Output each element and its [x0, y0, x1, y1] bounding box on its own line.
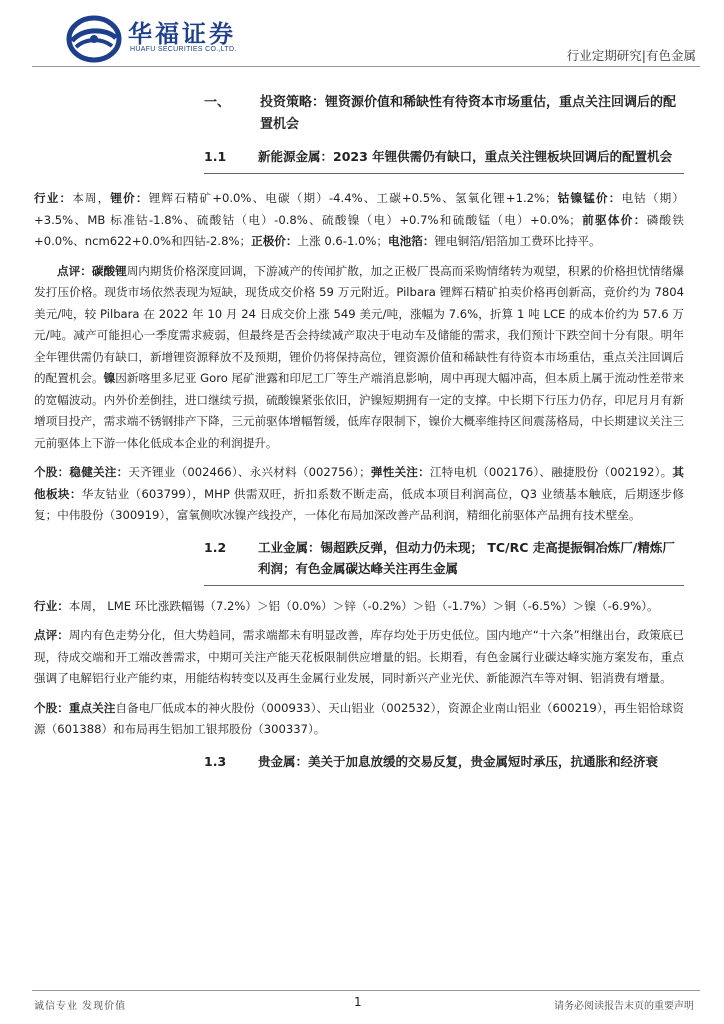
para-lead: 前驱体价： [580, 212, 647, 227]
footer-disclaimer: 请务必阅读报告末页的重要声明 [554, 1001, 694, 1012]
section-title: 投资策略：锂资源价值和稀缺性有待资本市场重估，重点关注回调后的配置机会 [260, 95, 677, 132]
para-lead: 行业： [34, 191, 73, 205]
para-lead: 点评： [57, 263, 92, 278]
para-lead: 碳酸锂 [91, 263, 127, 278]
section-number: 一、 [204, 95, 231, 110]
header-divider [32, 66, 700, 67]
para-lead: 弹性关注： [370, 465, 430, 479]
para-text: 华友钴业（603799），MHP 供需双旺，折扣系数不断走高，低成本项目利润高位，Q3 业绩基本触底，后期逐步修复；中伟股份（300919），富氧侧吹冰镍产线投产，一体化布局加深改善产品利润，精细化前驱体产品拥有技术壁垒。 [34, 486, 684, 522]
comment-paragraph [34, 261, 684, 455]
section-title: 贵金属：美关于加息放缓的交易反复，贵金属短时承压，抗通胀和经济衰 [258, 753, 659, 769]
para-text: 电钴（期）+3.5%、MB 标准钴-1.8%、硫酸钴（电）-0.8%、硫酸镍（电）+0.7%和硫酸锰（电）+0.0%； [34, 191, 684, 227]
para-text: 本周， LME 环比涨跌幅锡（7.2%）＞铝（0.0%）＞锌（-0.2%）＞铅（-1.7%）＞铜（-6.5%）＞镍（-6.9%）。 [68, 598, 659, 613]
para-text: 周内有色走势分化，但大势趋同，需求端都未有明显改善，库存均处于历史低位。国内地产“十六条”相继出台，政策底已现，待成交端和开工端改善需求，中期可关注产能天花板限制供应增量的铝。长期看，有色金属行业碳达峰实施方案发布，重点强调了电解铝行业产能约束，用能结构转变以及再生金属行业发展，同时新兴产业光伏、新能源汽车等对铜、铝消费有增量。 [34, 628, 684, 685]
para-text: 因新喀里多尼亚 Goro 尾矿泄露和印尼工厂等生产端消息影响，周中再现大幅冲高，但本质上属于流动性差带来的宽幅波动。内外价差倒挂，进口继续亏损，硫酸镍紧张依旧，沪镍短期拥有一定的支撑。中长期下行压力仍存，印尼月月有新增项目投产，需求端不锈钢排产下降，三元前驱体增幅暂缓，低库存限制下，镍价大概率维持区间震荡格局，中长期建议关注三元前驱体上下游一体化低成本企业的利润提升。 [34, 371, 684, 450]
footer-divider [32, 990, 700, 991]
para-lead: 点评： [34, 628, 69, 642]
section-1-2-heading [34, 537, 684, 579]
company-name-en: HUAFU SECURITIES CO.,LTD. [130, 46, 237, 53]
section-title: 工业金属：锡超跌反弹，但动力仍未现； TC/RC 走高提振铜冶炼厂/精炼厂利润；有色金属碳达峰关注再生金属 [258, 539, 675, 576]
company-name-cn: 华福证券 [128, 19, 236, 48]
huafu-logo-icon [66, 14, 122, 64]
para-text: 上涨 0.6-1.0%； [297, 234, 389, 248]
comment-paragraph [34, 625, 684, 690]
section-1-heading [34, 92, 684, 136]
footer-slogan: 诚信专业 发现价值 [34, 1001, 127, 1012]
section-number: 1.2 [204, 539, 227, 555]
para-lead: 个股： [34, 700, 69, 715]
page-number: 1 [354, 995, 362, 1009]
industry-paragraph [34, 188, 684, 253]
para-text: 天齐锂业（002466）、永兴材料（002756）； [128, 465, 371, 479]
para-lead: 稳健关注： [69, 465, 129, 479]
page-header [0, 0, 724, 70]
report-type: 行业定期研究|有色金属 [566, 48, 696, 63]
section-1-1-heading [34, 146, 684, 167]
para-lead: 钴镍锰价： [556, 191, 622, 205]
para-text: 自备电厂低成本的神火股份（000933）、天山铝业（002532），资源企业南山铝业（600219），再生铝恰球资源（601388）和布局再生铝加工银邦股份（300337）。 [34, 700, 684, 736]
section-title: 新能源金属：2023 年锂供需仍有缺口，重点关注锂板块回调后的配置机会 [258, 149, 673, 164]
para-lead: 行业： [34, 598, 69, 613]
stocks-paragraph [34, 698, 684, 741]
section-number: 1.1 [204, 149, 227, 164]
para-lead: 重点关注 [68, 700, 116, 715]
section-number: 1.3 [204, 753, 227, 769]
para-text: 锂辉石精矿+0.0%、电碳（期）-4.4%、工碳+0.5%、氢氧化锂+1.2%； [148, 191, 557, 205]
para-text: 周内期货价格深度回调，下游减产的传闻扩散，加之正极厂畏高而采购情绪转为观望，积累的价格担忧情绪爆发打压价格。现货市场依然表现为短缺，现货成交价格 59 万元附近。Pilbara 锂辉石精矿拍卖价格再创新高，竞价约为 7804 美元/吨，较 Pilbara 在 2022 年 10 月 24 日成交价上涨 549 美元/吨，涨幅为 7.6%，折算 1 吨 LCE 的成本价约为 57.6 万元/吨。减产可能担心一季度需求疲弱，但最终是否会持续减产取决于电动车及储能的需求，我们预计下跌空间十分有限。明年全年锂供需仍有缺口，新增锂资源释放不及预期，锂价仍将保持高位，锂资源价值和稀缺性有待资本市场重估，重点关注回调后的配置机会。 [34, 263, 684, 385]
report-body [34, 92, 684, 772]
para-text: 本周， [72, 191, 111, 205]
industry-paragraph [34, 596, 684, 618]
para-lead: 其他板块： [34, 465, 684, 501]
para-text: 江特电机（002176）、融捷股份（002192）。 [429, 465, 673, 479]
section-1-3-heading [34, 751, 684, 772]
stocks-paragraph [34, 462, 684, 527]
para-text: 锂电铜箔/铝箔加工费环比持平。 [434, 234, 601, 248]
para-lead: 锂价： [110, 191, 149, 205]
para-lead: 镍 [103, 371, 116, 385]
para-lead: 电池箔： [388, 234, 435, 248]
para-lead: 个股： [34, 465, 70, 479]
para-text: 磷酸铁+0.0%、ncm622+0.0%和四钴-2.8%； [34, 212, 684, 248]
para-lead: 正极价： [251, 234, 298, 248]
